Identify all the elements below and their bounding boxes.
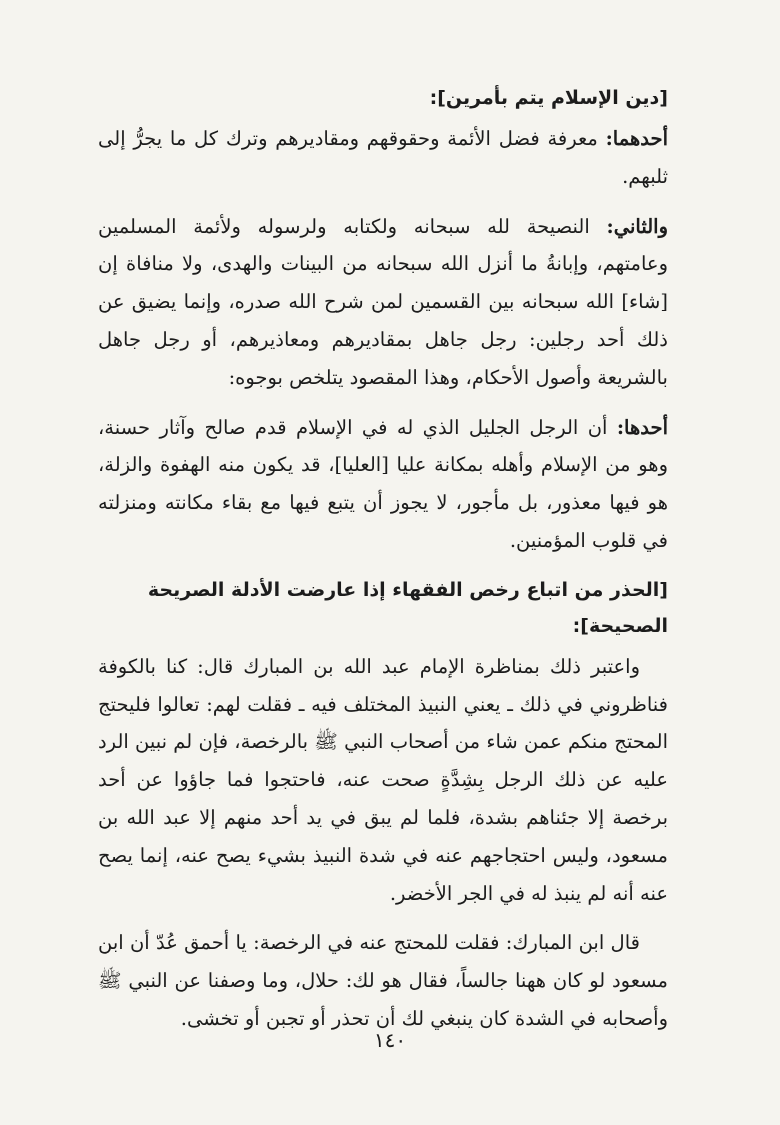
section-heading-religion: [دين الإسلام يتم بأمرين]: — [429, 87, 668, 109]
paragraph-first — [98, 120, 668, 196]
paragraph-fifth: قال ابن المبارك: فقلت للمحتج عنه في الرخصة: يا أحمق عُدّ أن ابن مسعود لو كان ههنا جالساً، فقال هو لك: حلال، وما وصفنا عن النبي ﷺ وأصحابه في الشدة كان ينبغي لك أن تحذر أو تجبن أو تخشى. — [98, 931, 668, 1030]
paragraph-second-text: النصيحة لله سبحانه ولكتابه ولرسوله ولأئمة المسلمين وعامتهم، وإبانةُ ما أنزل الله سبحانه من البينات والهدى، ولا منافاة إن [شاء] الله سبحانه بين القسمين لمن شرح الله صدره، وإنما يضيق عن ذلك أحد رجلين: رجل جاهل بمقاديرهم ومعاذيرهم، أو رجل جاهل بالشريعة وأصول الأحكام، وهذا المقصود يتلخص بوجوه: — [98, 214, 668, 389]
paragraph-fourth: واعتبر ذلك بمناظرة الإمام عبد الله بن المبارك قال: كنا بالكوفة فناظروني في ذلك ـ يعني النبيذ المختلف فيه ـ فقلت لهم: تعالوا فليحتج المحتج منكم عمن شاء من أصحاب النبي ﷺ بالرخصة، فإن لم نبين الرد عليه عن ذلك الرجل بِشِدَّةٍ صحت عنه، فاحتجوا فما جاؤوا عن أحد برخصة إلا جئناهم بشدة، فلما لم يبق في يد أحد منهم إلا عبد الله بن مسعود، وليس احتجاجهم عنه في شدة النبيذ بشيء يصح عنه، إنما يصح عنه أنه لم ينبذ له في الجر الأخضر. — [98, 654, 668, 905]
paragraph-second — [98, 208, 668, 397]
paragraph-third-text: أن الرجل الجليل الذي له في الإسلام قدم صالح وآثار حسنة، وهو من الإسلام وأهله بمكانة عليا [العليا]، قد يكون منه الهفوة والزلة، هو فيها معذور، بل مأجور، لا يجوز أن يتبع فيها مع بقاء مكانته ومنزلته في قلوب المؤمنين. — [98, 415, 668, 552]
paragraph-first-lead: أحدهما: — [605, 127, 668, 150]
paragraph-third-lead: أحدها: — [616, 415, 668, 439]
page-content — [98, 80, 668, 1080]
page-number: ١٤٠ — [373, 1028, 407, 1052]
paragraph-second-lead: والثاني: — [606, 214, 668, 238]
paragraph-first-text: معرفة فضل الأئمة وحقوقهم ومقاديرهم وترك كل ما يجرُّ إلى ثلبهم. — [98, 127, 668, 188]
paragraph-third — [98, 409, 668, 560]
section-heading-caution: [الحذر من اتباع رخص الفقهاء إذا عارضت الأدلة الصريحة الصحيحة]: — [147, 578, 668, 637]
